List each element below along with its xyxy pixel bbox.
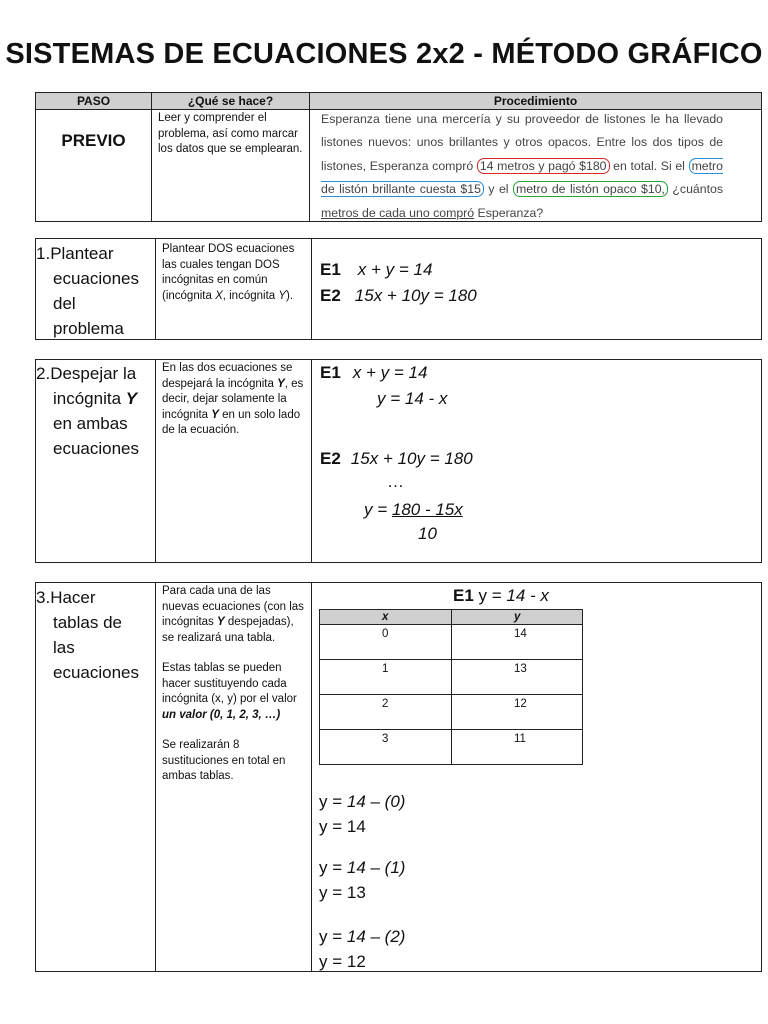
substitution-0: y = 14 – (0) y = 14 <box>319 792 406 836</box>
step1-e2: E2 15x + 10y = 180 <box>320 286 477 305</box>
highlight-brillante: metro de listón brillante cuesta $15 <box>321 158 723 197</box>
step2-title: 2.Despejar la incógnita Y en ambas ecuaciones <box>36 364 140 458</box>
header-que-se-hace: ¿Qué se hace? <box>152 93 309 109</box>
header-paso: PASO <box>36 93 151 109</box>
step2-e2-result: y = 180 - 15x <box>364 500 463 519</box>
table-row: 0 14 <box>320 625 583 660</box>
previo-what: Leer y comprender el problema, así como marcar los datos que se emplearan. <box>158 112 303 155</box>
table-header-y: y <box>452 610 583 625</box>
substitution-2: y = 14 – (2) y = 12 <box>319 927 406 971</box>
highlight-opaco: metro de listón opaco $10, <box>513 181 668 197</box>
step2-dots: … <box>387 472 404 491</box>
header-procedimiento: Procedimiento <box>310 93 761 109</box>
previo-label: PREVIO <box>61 131 126 150</box>
table-header-x: x <box>320 610 452 625</box>
step2-e1-result: y = 14 - x <box>377 389 448 408</box>
underline-pregunta: metros de cada uno compró <box>321 205 475 220</box>
highlight-total: 14 metros y pagó $180 <box>477 158 610 174</box>
step3-what: Para cada una de las nuevas ecuaciones (con las incógnitas Y despejadas), se realizará una tabla. Estas tablas se pueden hacer sustituyendo cada incógnita (x, y) por el valor un valor (0, 1, 2, 3, …) Se realizarán 8 sustituciones en total en ambas tablas. <box>162 585 304 782</box>
step2-e2-denominator: 10 <box>418 524 437 543</box>
step2-e1: E1 x + y = 14 <box>320 363 428 382</box>
step2-what: En las dos ecuaciones se despejará la incógnita Y, es decir, dejar solamente la incógnita Y en un solo lado de la ecuación. <box>162 362 304 436</box>
step1-title: 1.Plantear ecuaciones del problema <box>36 244 140 338</box>
page-title: SISTEMAS DE ECUACIONES 2x2 - MÉTODO GRÁFICO <box>5 38 763 70</box>
step3-title: 3.Hacer tablas de las ecuaciones <box>36 588 140 682</box>
table-title: E1 y = 14 - x <box>453 586 549 605</box>
step1-e1: E1 x + y = 14 <box>320 260 433 279</box>
table-row: 3 11 <box>320 730 583 765</box>
values-table <box>319 609 583 765</box>
previo-problem: Esperanza tiene una mercería y su proveedor de listones le ha llevado listones nuevos: unos brillantes y otros opacos. Entre los dos tipos de listones, Esperanza compró 14 metros y pagó $180 en total. Si el metro de listón brillante cuesta $15 y el metro de listón opaco $10, ¿cuántos metros de cada uno compró Esperanza? <box>321 112 723 220</box>
substitution-1: y = 14 – (1) y = 13 <box>319 858 406 902</box>
step2-e2: E2 15x + 10y = 180 <box>320 449 473 468</box>
table-row: 1 13 <box>320 660 583 695</box>
step1-what: Plantear DOS ecuaciones las cuales tengan DOS incógnitas en común (incógnita X, incógnita Y). <box>162 243 295 302</box>
table-row: 2 12 <box>320 695 583 730</box>
